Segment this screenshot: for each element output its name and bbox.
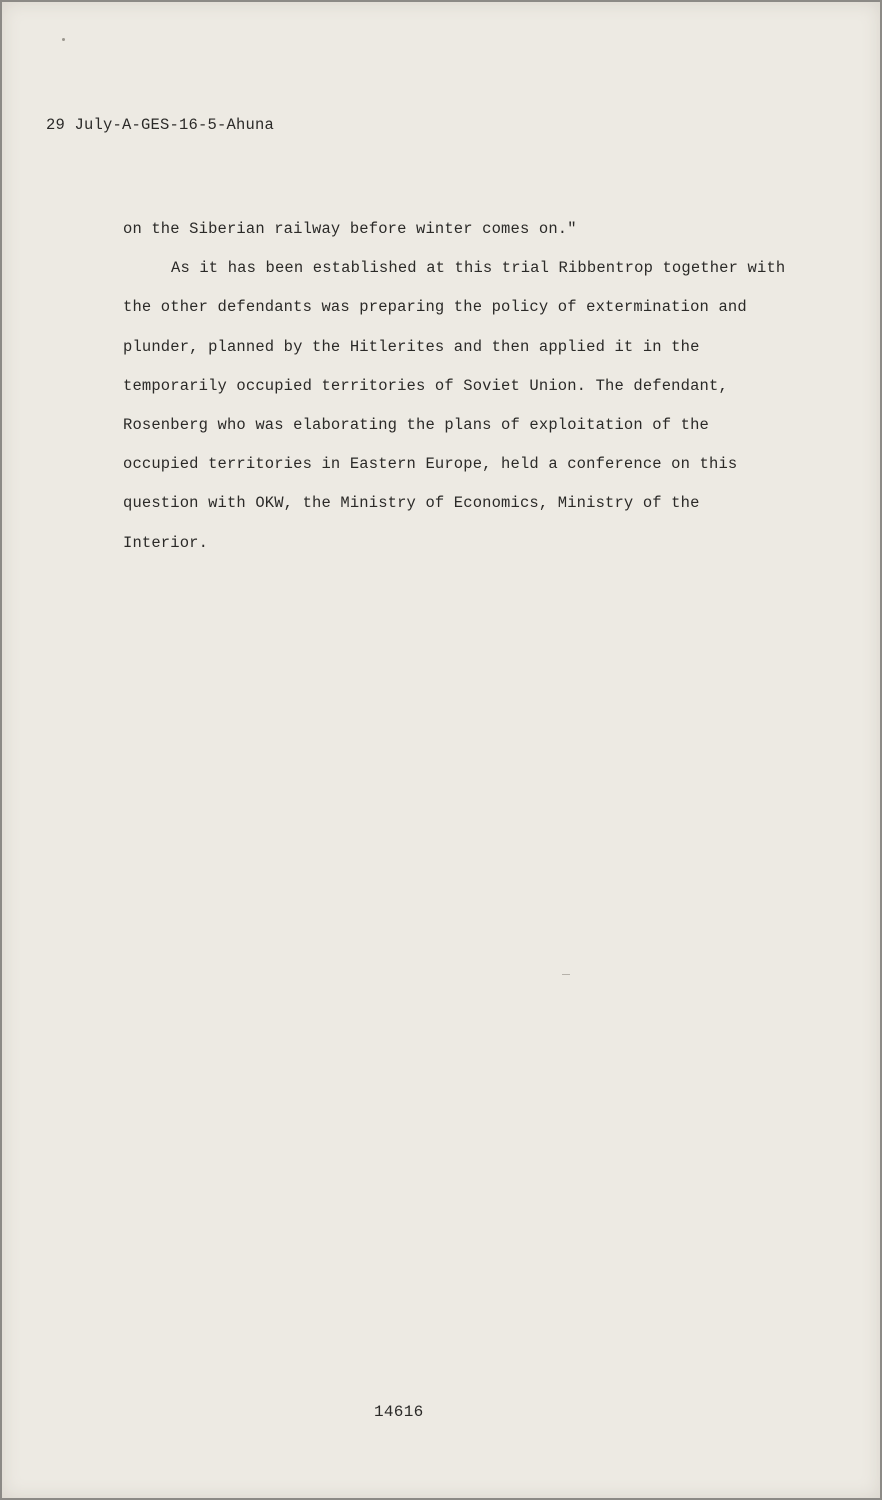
text-line: plunder, planned by the Hitlerites and then applied it in the	[123, 337, 700, 356]
text-line: As it has been established at this trial Ribbentrop together with	[171, 259, 786, 278]
document-header: 29 July-A-GES-16-5-Ahuna	[46, 116, 275, 134]
text-line: Interior.	[123, 533, 209, 552]
stray-mark	[562, 974, 570, 975]
text-line: question with OKW, the Ministry of Economics, Ministry of the	[123, 494, 700, 513]
page-number: 14616	[374, 1403, 424, 1421]
text-line: occupied territories in Eastern Europe, held a conference on this	[123, 455, 738, 474]
text-line: the other defendants was preparing the policy of extermination and	[123, 298, 747, 317]
text-line: on the Siberian railway before winter comes on."	[123, 220, 577, 238]
paper-speck	[62, 38, 65, 41]
text-line: Rosenberg who was elaborating the plans of exploitation of the	[123, 416, 709, 435]
document-page	[2, 2, 880, 1498]
document-body	[123, 210, 823, 563]
text-line: temporarily occupied territories of Soviet Union. The defendant,	[123, 376, 728, 395]
